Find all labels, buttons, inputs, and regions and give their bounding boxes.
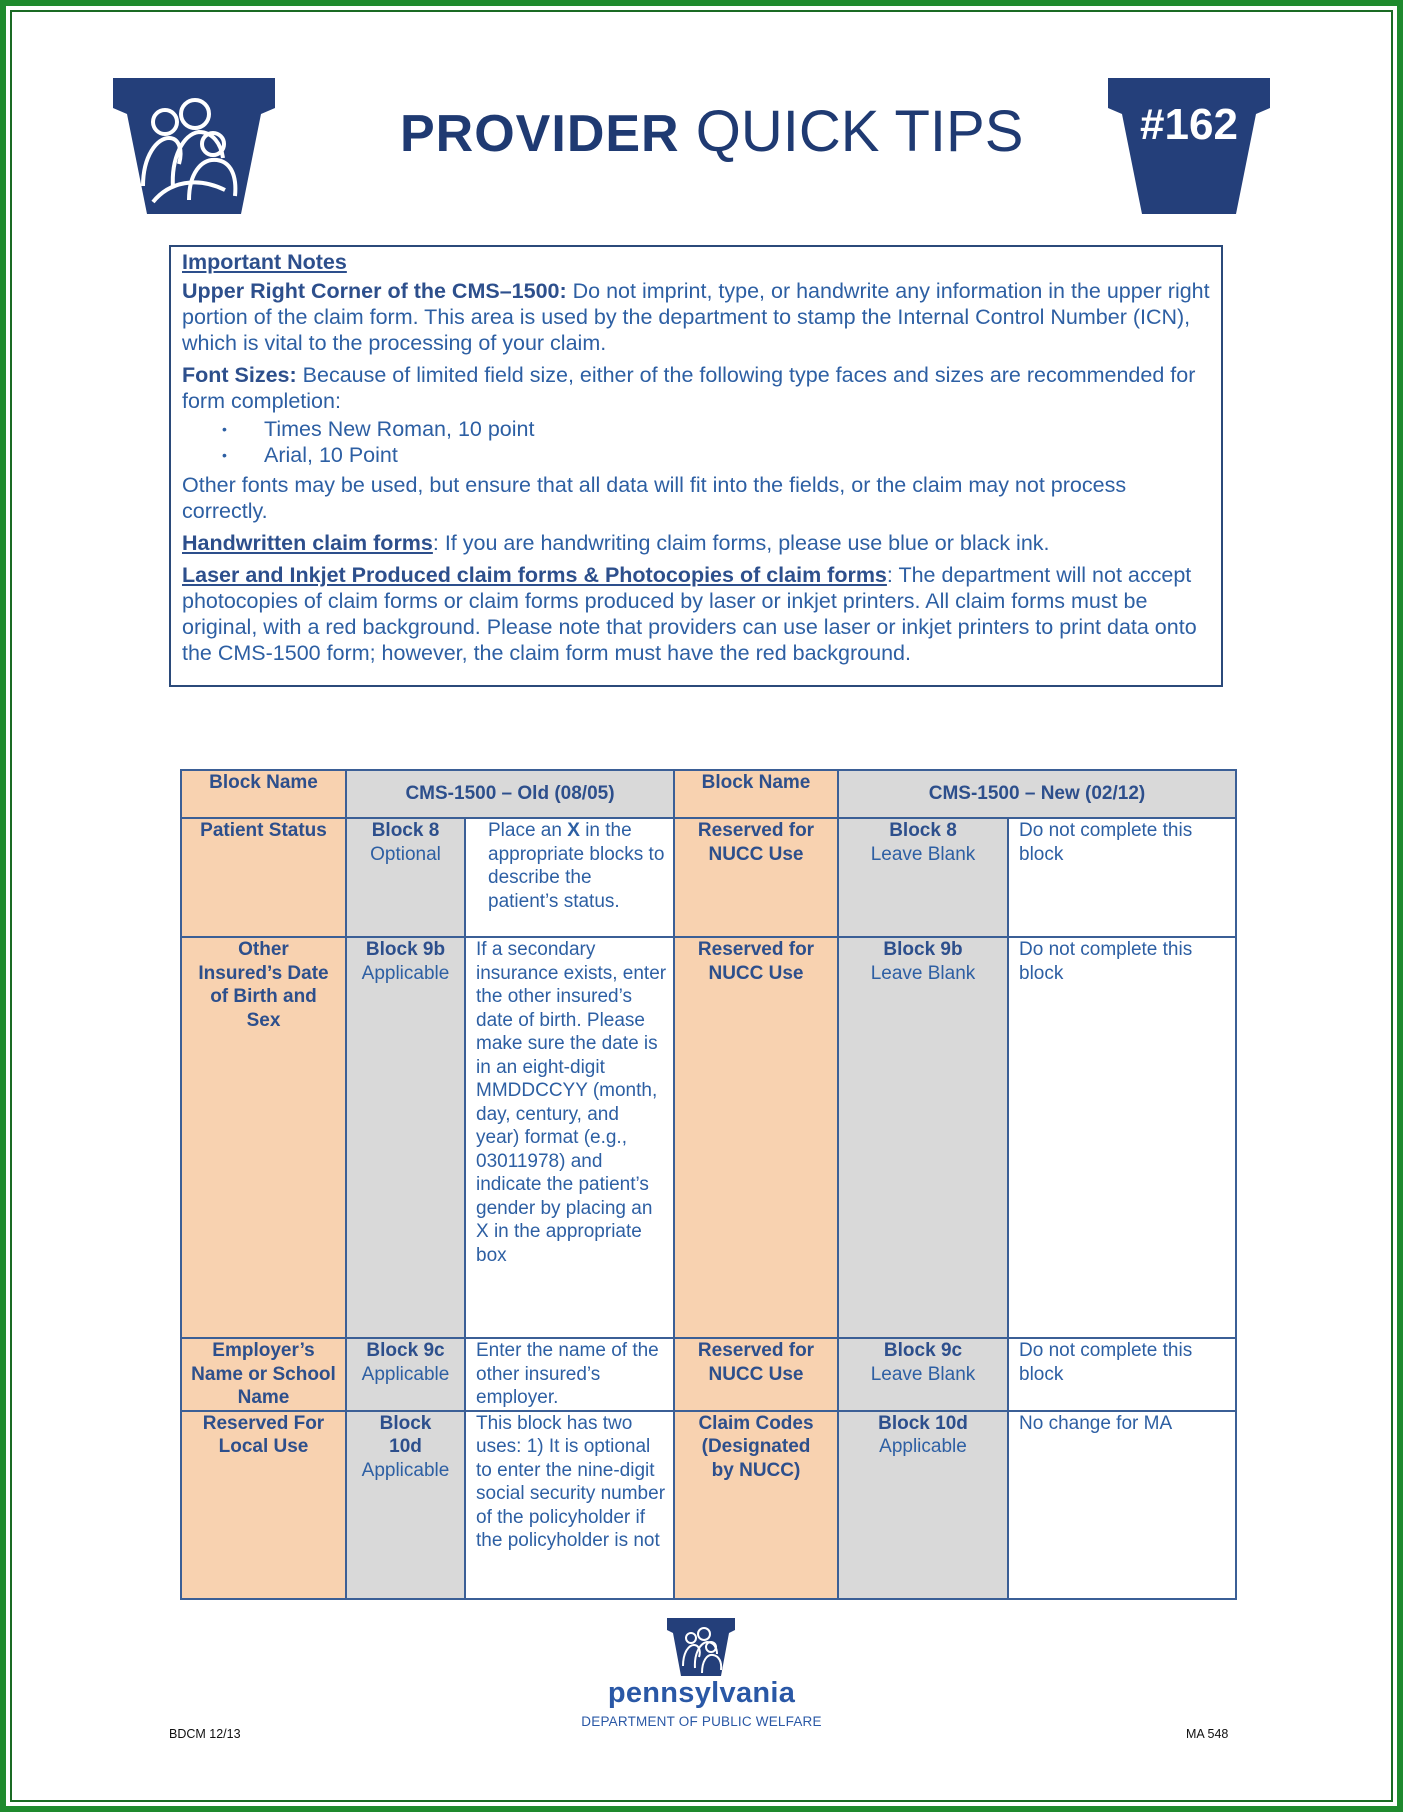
family-keystone-icon <box>113 78 275 214</box>
old-block-cell: Block 8 Optional <box>346 818 465 937</box>
note-handwritten: Handwritten claim forms: If you are handwriting claim forms, please use blue or black ink. <box>182 531 1050 555</box>
old-block-name: Other Insured’s Date of Birth and Sex <box>181 937 346 1338</box>
note-other-fonts: Other fonts may be used, but ensure that all data will fit into the fields, or the claim may not process correctly. <box>182 473 1127 523</box>
new-block-cell: Block 9c Leave Blank <box>838 1338 1008 1411</box>
new-block-name: Reserved for NUCC Use <box>674 818 838 937</box>
header-new-form: CMS-1500 – New (02/12) <box>838 770 1236 818</box>
old-instructions: If a secondary insurance exists, enter the other insured’s date of birth. Please make sure the date is in an eight-digit MMDDCCYY (month, day, century, and year) format (e.g., 03011978) and indicate the patient’s gender by placing an X in the appropriate box <box>465 937 674 1338</box>
font-list-item: • Times New Roman, 10 point <box>264 416 1210 442</box>
page-title <box>400 98 1024 165</box>
new-instructions: Do not complete this block <box>1008 937 1236 1338</box>
note-font-sizes: Font Sizes: Because of limited field size, either of the following type faces and sizes are recommended for form completion: <box>182 363 1196 413</box>
footer-right-code: MA 548 <box>1186 1727 1229 1741</box>
department-name: DEPARTMENT OF PUBLIC WELFARE <box>581 1714 822 1729</box>
table-row <box>181 1411 1236 1599</box>
table-header-row <box>181 770 1236 818</box>
tip-number-badge: #162 <box>1140 100 1238 149</box>
pennsylvania-wordmark: pennsylvania <box>607 1677 796 1709</box>
title-regular: QUICK TIPS <box>695 99 1024 164</box>
footer-left-code: BDCM 12/13 <box>169 1727 241 1741</box>
header-block-name-old: Block Name <box>181 770 346 818</box>
important-notes-box <box>169 245 1223 687</box>
old-block-name: Reserved For Local Use <box>181 1411 346 1599</box>
new-block-cell: Block 8 Leave Blank <box>838 818 1008 937</box>
old-block-cell: Block 9c Applicable <box>346 1338 465 1411</box>
header-block-name-new: Block Name <box>674 770 838 818</box>
old-instructions: Place an X in the appropriate blocks to describe the patient’s status. <box>465 818 674 937</box>
notes-heading: Important Notes <box>182 250 347 274</box>
new-block-name: Reserved for NUCC Use <box>674 937 838 1338</box>
header-old-form: CMS-1500 – Old (08/05) <box>346 770 674 818</box>
old-block-name: Patient Status <box>181 818 346 937</box>
table-row <box>181 937 1236 1338</box>
cms-1500-comparison-table <box>180 769 1237 1600</box>
new-block-name: Claim Codes (Designated by NUCC) <box>674 1411 838 1599</box>
new-instructions: No change for MA <box>1008 1411 1236 1599</box>
font-list <box>182 416 1210 468</box>
pennsylvania-keystone-icon <box>667 1618 735 1676</box>
old-block-name: Employer’s Name or School Name <box>181 1338 346 1411</box>
note-upper-right: Upper Right Corner of the CMS–1500: Do not imprint, type, or handwrite any information in the upper right portion of the claim form. This area is used by the department to stamp the Internal Control Number (ICN), which is vital to the processing of your claim. <box>182 279 1210 355</box>
table-row <box>181 818 1236 937</box>
table-row <box>181 1338 1236 1411</box>
new-block-name: Reserved for NUCC Use <box>674 1338 838 1411</box>
new-block-cell: Block 10d Applicable <box>838 1411 1008 1599</box>
old-instructions: This block has two uses: 1) It is optional to enter the nine-digit social security number of the policyholder if the policyholder is not <box>465 1411 674 1599</box>
title-bold: PROVIDER <box>400 105 680 163</box>
old-block-cell: Block 9b Applicable <box>346 937 465 1338</box>
font-list-item: • Arial, 10 Point <box>264 442 1210 468</box>
new-block-cell: Block 9b Leave Blank <box>838 937 1008 1338</box>
old-block-cell: Block 10d Applicable <box>346 1411 465 1599</box>
new-instructions: Do not complete this block <box>1008 818 1236 937</box>
note-laser-inkjet: Laser and Inkjet Produced claim forms & Photocopies of claim forms: The department will not accept photocopies of claim forms or claim forms produced by laser or inkjet printers. All claim forms must be original, with a red background. Please note that providers can use laser or inkjet printers to print data onto the CMS-1500 form; however, the claim form must have the red background. <box>182 563 1197 665</box>
new-instructions: Do not complete this block <box>1008 1338 1236 1411</box>
old-instructions: Enter the name of the other insured’s employer. <box>465 1338 674 1411</box>
